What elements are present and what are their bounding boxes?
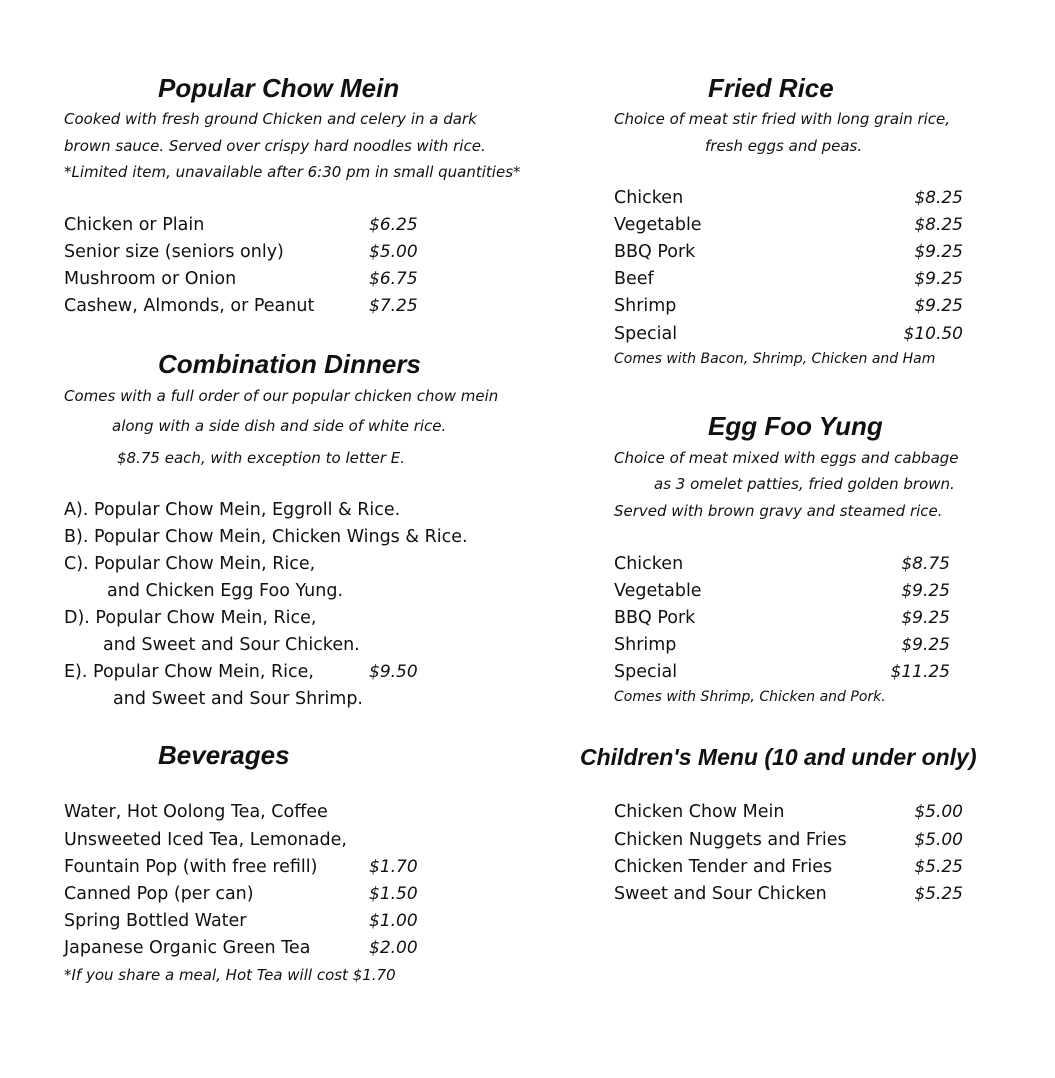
egg-foo-yung-desc-line-3: Served with brown gravy and steamed rice.	[614, 502, 943, 520]
popular-item-name: Chicken or Plain	[64, 215, 205, 235]
fried-rice-item-name: Special	[614, 324, 678, 344]
fried-rice-item-price: $10.50	[903, 324, 963, 344]
combo-e-price: $9.50	[369, 662, 418, 682]
fried-rice-item-name: Vegetable	[614, 215, 702, 235]
egg-foo-yung-item-name: BBQ Pork	[614, 608, 696, 628]
children-item-name: Sweet and Sour Chicken	[614, 884, 827, 904]
beverages-note: *If you share a meal, Hot Tea will cost $1.70	[64, 966, 396, 984]
beverage-item-name: Japanese Organic Green Tea	[64, 938, 311, 958]
combo-desc-line-1: Comes with a full order of our popular chicken chow mein	[64, 387, 499, 405]
children-item-price: $5.00	[914, 830, 963, 850]
beverage-item-price: $1.50	[369, 884, 418, 904]
combo-item: A). Popular Chow Mein, Eggroll & Rice.	[64, 500, 401, 520]
combo-desc-line-2: along with a side dish and side of white rice.	[112, 417, 447, 435]
combo-item-cont: and Sweet and Sour Chicken.	[103, 635, 360, 655]
fried-rice-item-price: $8.25	[914, 188, 963, 208]
combo-item: B). Popular Chow Mein, Chicken Wings & Rice.	[64, 527, 468, 547]
beverage-item-name: Unsweeted Iced Tea, Lemonade,	[64, 830, 347, 850]
children-item-price: $5.00	[914, 802, 963, 822]
beverage-item-price: $1.00	[369, 911, 418, 931]
children-item-name: Chicken Chow Mein	[614, 802, 785, 822]
egg-foo-yung-item-name: Special	[614, 662, 678, 682]
popular-desc-line-3: *Limited item, unavailable after 6:30 pm in small quantities*	[64, 163, 521, 181]
egg-foo-yung-item-name: Shrimp	[614, 635, 677, 655]
popular-desc-line-2: brown sauce. Served over crispy hard noodles with rice.	[64, 137, 486, 155]
children-item-price: $5.25	[914, 884, 963, 904]
fried-rice-desc-line-2: fresh eggs and peas.	[705, 137, 863, 155]
egg-foo-yung-item-price: $8.75	[901, 554, 950, 574]
combo-desc-line-3: $8.75 each, with exception to letter E.	[117, 449, 406, 467]
combo-item: D). Popular Chow Mein, Rice,	[64, 608, 317, 628]
fried-rice-item-price: $8.25	[914, 215, 963, 235]
combo-item: C). Popular Chow Mein, Rice,	[64, 554, 316, 574]
popular-item-price: $7.25	[369, 296, 418, 316]
children-item-name: Chicken Nuggets and Fries	[614, 830, 847, 850]
beverage-item-name: Spring Bottled Water	[64, 911, 247, 931]
egg-foo-yung-title: Egg Foo Yung	[708, 411, 883, 441]
children-item-name: Chicken Tender and Fries	[614, 857, 833, 877]
egg-foo-yung-item-price: $9.25	[901, 608, 950, 628]
children-item-price: $5.25	[914, 857, 963, 877]
beverage-item-name: Water, Hot Oolong Tea, Coffee	[64, 802, 328, 822]
egg-foo-yung-item-price: $9.25	[901, 581, 950, 601]
combination-dinners-title: Combination Dinners	[158, 349, 421, 379]
popular-item-price: $6.75	[369, 269, 418, 289]
egg-foo-yung-item-name: Chicken	[614, 554, 684, 574]
fried-rice-note: Comes with Bacon, Shrimp, Chicken and Ham	[614, 351, 936, 367]
fried-rice-item-name: BBQ Pork	[614, 242, 696, 262]
fried-rice-item-price: $9.25	[914, 242, 963, 262]
egg-foo-yung-item-name: Vegetable	[614, 581, 702, 601]
beverage-item-price: $2.00	[369, 938, 418, 958]
fried-rice-item-price: $9.25	[914, 296, 963, 316]
childrens-menu-title: Children's Menu (10 and under only)	[580, 744, 977, 770]
popular-item-name: Senior size (seniors only)	[64, 242, 284, 262]
combo-item: E). Popular Chow Mein, Rice,	[64, 662, 314, 682]
egg-foo-yung-item-price: $11.25	[890, 662, 950, 682]
fried-rice-item-price: $9.25	[914, 269, 963, 289]
combo-item-cont: and Chicken Egg Foo Yung.	[107, 581, 344, 601]
popular-item-name: Cashew, Almonds, or Peanut	[64, 296, 315, 316]
beverage-item-name: Canned Pop (per can)	[64, 884, 254, 904]
combo-item-cont: and Sweet and Sour Shrimp.	[113, 689, 363, 709]
beverage-item-price: $1.70	[369, 857, 418, 877]
egg-foo-yung-item-price: $9.25	[901, 635, 950, 655]
fried-rice-item-name: Chicken	[614, 188, 684, 208]
popular-item-price: $6.25	[369, 215, 418, 235]
popular-chow-mein-title: Popular Chow Mein	[158, 73, 400, 103]
fried-rice-item-name: Shrimp	[614, 296, 677, 316]
fried-rice-item-name: Beef	[614, 269, 654, 289]
egg-foo-yung-desc-line-2: as 3 omelet patties, fried golden brown.	[654, 475, 955, 493]
fried-rice-title: Fried Rice	[708, 73, 834, 103]
popular-desc-line-1: Cooked with fresh ground Chicken and celery in a dark	[64, 110, 477, 128]
fried-rice-desc-line-1: Choice of meat stir fried with long grain rice,	[614, 110, 951, 128]
beverage-item-name: Fountain Pop (with free refill)	[64, 857, 318, 877]
popular-item-name: Mushroom or Onion	[64, 269, 237, 289]
egg-foo-yung-desc-line-1: Choice of meat mixed with eggs and cabbage	[614, 449, 959, 467]
egg-foo-yung-note: Comes with Shrimp, Chicken and Pork.	[614, 689, 886, 705]
popular-item-price: $5.00	[369, 242, 418, 262]
beverages-title: Beverages	[158, 740, 290, 770]
